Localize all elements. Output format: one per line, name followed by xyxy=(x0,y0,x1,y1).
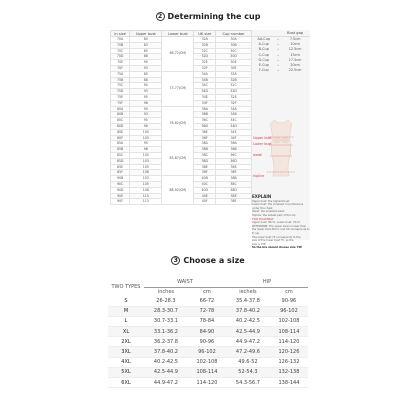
size-name: 3XL xyxy=(108,347,144,357)
size-cell: 132-138 xyxy=(270,367,308,377)
gap-value: 15cm xyxy=(290,52,300,57)
cup-section-title-text: Determining the cup xyxy=(167,12,261,21)
subheader-waist-inches: inches xyxy=(157,288,175,295)
table-row xyxy=(108,327,308,337)
table-cell: 32C xyxy=(194,48,216,54)
example-line: DETERMINE: The upper bust is lower than xyxy=(252,224,307,228)
size-cell: 49.6-52 xyxy=(226,357,270,367)
explain-conclusion: So the bra should choose size 75E xyxy=(252,246,302,250)
size-cell: 96-102 xyxy=(188,347,226,357)
table-cell: 83 xyxy=(130,42,162,48)
size-cell: 37.8-40.2 xyxy=(226,306,270,316)
size-cell: 126-132 xyxy=(270,357,308,367)
table-cell: 38E xyxy=(194,164,216,170)
header-hip: HIP xyxy=(226,278,308,287)
table-cell: 93 xyxy=(130,65,162,71)
table-cell: 100 xyxy=(130,152,162,158)
label-lower-bust: Lower bust xyxy=(253,142,272,146)
gap-value: 10cm xyxy=(290,41,300,46)
gap-value: 17.5cm xyxy=(288,57,302,62)
table-cell: 34B xyxy=(194,77,216,83)
gap-cup: AA-Cup xyxy=(257,36,271,41)
size-cell: 114-120 xyxy=(270,337,308,347)
table-cell: 85B xyxy=(111,147,130,153)
table-cell: 85D xyxy=(111,158,130,164)
table-row xyxy=(108,367,308,377)
table-cell: 34F xyxy=(216,135,252,141)
table-row xyxy=(108,378,308,388)
table-cell: 38F xyxy=(194,170,216,176)
arrow-icon: → xyxy=(276,68,280,73)
table-cell: 75E xyxy=(111,94,130,100)
arrow-icon: → xyxy=(276,41,280,46)
size-cell: 54.3-56.7 xyxy=(226,378,270,388)
explain-line: Lower bust: the smallest circumference xyxy=(252,203,304,207)
size-cell: 52-54.3 xyxy=(226,367,270,377)
size-name: 6XL xyxy=(108,378,144,388)
size-cell: 96-102 xyxy=(270,306,308,316)
table-cell: 36C xyxy=(216,152,252,158)
size-cell: 108-114 xyxy=(270,327,308,337)
table-cell: 40C xyxy=(194,181,216,187)
table-cell: 108 xyxy=(130,187,162,193)
example-line: The lower bust 75 corresponds to the xyxy=(252,235,301,239)
cup-size-table xyxy=(110,30,252,205)
size-cell: 28.3-30.7 xyxy=(144,306,188,316)
explain-block xyxy=(252,195,310,250)
table-cell: 105 xyxy=(130,164,162,170)
table-cell: 85F xyxy=(111,170,130,176)
size-name: XL xyxy=(108,327,144,337)
table-cell: 98 xyxy=(130,100,162,106)
table-cell: 80B xyxy=(111,112,130,118)
table-cell: 90D xyxy=(111,187,130,193)
table-cell: 98 xyxy=(130,147,162,153)
table-cell: 88 xyxy=(130,54,162,60)
table-cell: 103 xyxy=(130,158,162,164)
table-cell: 98 xyxy=(130,123,162,129)
label-hipline: hipline xyxy=(253,174,265,178)
table-cell: 90B xyxy=(111,176,130,182)
gap-cup: D-Cup xyxy=(258,57,269,62)
table-cell: 40B xyxy=(194,176,216,182)
table-cell: 93 xyxy=(130,89,162,95)
table-cell: 75B xyxy=(111,77,130,83)
size-cell: 138-144 xyxy=(270,378,308,388)
label-upper-bust: Upper bust xyxy=(253,136,272,140)
table-cell: 34C xyxy=(216,118,252,124)
table-cell: 80D xyxy=(111,123,130,129)
size-section-title xyxy=(0,256,416,265)
header-upper-bust: Upper bust xyxy=(130,31,162,37)
table-cell: 34F xyxy=(194,100,216,106)
table-cell: 80F xyxy=(111,135,130,141)
table-cell: 95 xyxy=(130,118,162,124)
table-cell: 100 xyxy=(130,129,162,135)
table-cell: 34E xyxy=(194,94,216,100)
table-cell: 32D xyxy=(216,89,252,95)
explain-line: Waist: the smallest waist xyxy=(252,210,285,214)
gap-row xyxy=(252,68,310,73)
gap-cup: A-Cup xyxy=(258,41,269,46)
gap-value: 22.5cm xyxy=(288,68,302,73)
table-cell: 38F xyxy=(216,199,252,205)
example-line: size is 75E xyxy=(252,242,266,246)
table-cell: 34E xyxy=(216,129,252,135)
lower-bust-range: 73-77(CM) xyxy=(162,71,194,106)
table-cell: 32B xyxy=(194,42,216,48)
subheader-waist-cm: cm xyxy=(203,288,211,295)
size-cell: 78-84 xyxy=(188,316,226,326)
gap-value: 20cm xyxy=(290,63,300,68)
table-cell: 38C xyxy=(216,181,252,187)
label-waist: waist xyxy=(253,153,262,157)
gap-value: 7.5cm xyxy=(289,36,301,41)
table-cell: 40F xyxy=(194,199,216,205)
size-name: 4XL xyxy=(108,357,144,367)
body-silhouette-icon xyxy=(252,120,310,195)
size-cell: 42.5-44.9 xyxy=(226,327,270,337)
size-cell: 26-28.3 xyxy=(144,296,188,306)
subheader-hip-inches: iechels xyxy=(239,288,257,295)
example-lines xyxy=(252,221,310,246)
size-cell: 90-96 xyxy=(188,337,226,347)
size-name: 2XL xyxy=(108,337,144,347)
table-cell: 36B xyxy=(216,147,252,153)
table-cell: 36A xyxy=(216,141,252,147)
table-cell: 34A xyxy=(194,71,216,77)
table-cell: 30F xyxy=(216,65,252,71)
table-cell: 32D xyxy=(194,54,216,60)
arrow-icon: → xyxy=(276,36,280,41)
bust-gap-panel xyxy=(252,30,310,250)
table-cell: 70E xyxy=(111,60,130,66)
table-cell: 95 xyxy=(130,94,162,100)
table-cell: 34B xyxy=(216,112,252,118)
example-line: Upper bust: 95cm, Lower bust: 75cm xyxy=(252,221,301,225)
table-cell: 30E xyxy=(216,60,252,66)
size-cell: 36.2-37.8 xyxy=(144,337,188,347)
table-cell: 30B xyxy=(216,42,252,48)
table-cell: 80 xyxy=(130,37,162,43)
table-cell: 108 xyxy=(130,170,162,176)
size-cell: 35.4-37.8 xyxy=(226,296,270,306)
table-cell: 32F xyxy=(194,65,216,71)
table-cell: 90 xyxy=(130,83,162,89)
size-cell: 30.7-33.1 xyxy=(144,316,188,326)
table-cell: 80E xyxy=(111,129,130,135)
size-cell: 108-114 xyxy=(188,367,226,377)
size-cell: 102-108 xyxy=(270,316,308,326)
arrow-icon: → xyxy=(276,52,280,57)
table-cell: 95 xyxy=(130,141,162,147)
table-cell: 70C xyxy=(111,48,130,54)
arrow-icon: → xyxy=(276,47,280,52)
table-cell: 32E xyxy=(194,60,216,66)
cup-section-title xyxy=(0,12,416,21)
table-cell: 34D xyxy=(194,89,216,95)
table-cell: 113 xyxy=(130,199,162,205)
explain-line: Upper bust: the highest bust xyxy=(252,199,290,203)
gap-cup: E-Cup xyxy=(258,63,269,68)
table-cell: 70D xyxy=(111,54,130,60)
table-cell: 90C xyxy=(111,181,130,187)
table-cell: 80A xyxy=(111,106,130,112)
size-cell: 47.2-49.6 xyxy=(226,347,270,357)
table-cell: 85 xyxy=(130,48,162,54)
table-row xyxy=(108,357,308,367)
example-line: size of the lower bust 75, so the xyxy=(252,239,294,243)
table-cell: 36E xyxy=(216,164,252,170)
table-cell: 36D xyxy=(216,158,252,164)
size-cell: 84-90 xyxy=(188,327,226,337)
table-cell: 90F xyxy=(111,199,130,205)
table-cell: 105 xyxy=(130,181,162,187)
size-cell: 120-126 xyxy=(270,347,308,357)
table-cell: 32B xyxy=(216,77,252,83)
table-cell: 88 xyxy=(130,77,162,83)
table-cell: 36B xyxy=(194,112,216,118)
size-cell: 37.8-40.2 xyxy=(144,347,188,357)
table-row xyxy=(108,316,308,326)
table-cell: 32A xyxy=(194,37,216,43)
table-cell: 70B xyxy=(111,42,130,48)
table-cell: 90 xyxy=(130,106,162,112)
arrow-icon: → xyxy=(276,57,280,62)
table-cell: 75D xyxy=(111,89,130,95)
size-chart-table xyxy=(108,278,308,388)
size-cell: 44.9-47.2 xyxy=(144,378,188,388)
example-title: FOR EXAMPLE: xyxy=(252,216,275,221)
size-cell: 40.2-42.5 xyxy=(144,357,188,367)
size-cell: 114-120 xyxy=(188,378,226,388)
table-cell: 38E xyxy=(216,193,252,199)
lower-bust-range: 78-82(CM) xyxy=(162,106,194,141)
table-cell: 36A xyxy=(194,106,216,112)
table-cell: 36F xyxy=(216,170,252,176)
subheader-hip-cm: cm xyxy=(285,288,293,295)
table-cell: 34C xyxy=(194,83,216,89)
arrow-icon: → xyxy=(276,63,280,68)
example-line: the lower bust 20cm, and 20 corresponds to E cup xyxy=(252,228,310,235)
table-cell: 75C xyxy=(111,83,130,89)
header-lower-bust: Lower bust xyxy=(162,31,194,37)
table-cell: 38D xyxy=(194,158,216,164)
table-cell: 103 xyxy=(130,135,162,141)
table-cell: 32A xyxy=(216,71,252,77)
header-uk-size: UK size xyxy=(194,31,216,37)
gap-cup: B-Cup xyxy=(258,47,269,52)
lower-bust-range: 83-87(CM) xyxy=(162,141,194,176)
size-section-title-text: Choose a size xyxy=(183,256,245,265)
explain-line: Hipline: the widest part of the hip xyxy=(252,213,296,217)
gap-cup: C-Cup xyxy=(258,52,269,57)
table-cell: 32E xyxy=(216,94,252,100)
table-cell: 85C xyxy=(111,152,130,158)
table-cell: 70F xyxy=(111,65,130,71)
table-cell: 38B xyxy=(194,147,216,153)
bust-gap-table xyxy=(252,30,310,73)
size-cell: 102-108 xyxy=(188,357,226,367)
table-row xyxy=(108,306,308,316)
size-name: M xyxy=(108,306,144,316)
table-cell: 90E xyxy=(111,193,130,199)
table-cell: 30A xyxy=(216,37,252,43)
explain-title: EXPLAIN xyxy=(252,194,272,199)
table-cell: 38C xyxy=(194,152,216,158)
table-cell: 32C xyxy=(216,83,252,89)
table-row xyxy=(108,296,308,306)
table-cell: 36F xyxy=(194,135,216,141)
header-in-size: In size xyxy=(111,31,130,37)
gap-value: 12.5cm xyxy=(288,47,302,52)
table-cell: 38D xyxy=(216,187,252,193)
table-cell: 36C xyxy=(194,118,216,124)
size-cell: 42.5-44.9 xyxy=(144,367,188,377)
size-cell: 90-96 xyxy=(270,296,308,306)
table-cell: 36E xyxy=(194,129,216,135)
table-cell: 90 xyxy=(130,60,162,66)
table-row xyxy=(108,337,308,347)
explain-line: under the chest xyxy=(252,206,273,210)
table-cell: 36D xyxy=(194,123,216,129)
lower-bust-range: 68-72(CM) xyxy=(162,37,194,72)
table-row xyxy=(108,347,308,357)
table-cell: 85A xyxy=(111,141,130,147)
size-cell: 72-78 xyxy=(188,306,226,316)
header-cup-number: Cup number xyxy=(216,31,252,37)
table-cell: 85E xyxy=(111,164,130,170)
gap-cup: F-Cup xyxy=(258,68,269,73)
section-number-badge: 3 xyxy=(171,256,180,265)
table-cell: 30D xyxy=(216,54,252,60)
header-waist: WAIST xyxy=(144,278,226,287)
table-cell: 40D xyxy=(194,187,216,193)
size-cell: 44.9-47.2 xyxy=(226,337,270,347)
size-cell: 40.2-42.5 xyxy=(226,316,270,326)
table-cell: 75F xyxy=(111,100,130,106)
table-cell: 30C xyxy=(216,48,252,54)
table-cell: 110 xyxy=(130,193,162,199)
size-name: S xyxy=(108,296,144,306)
table-cell: 34D xyxy=(216,123,252,129)
header-two-types: TWO TYPES xyxy=(111,284,141,290)
size-name: L xyxy=(108,316,144,326)
table-cell: 32F xyxy=(216,100,252,106)
table-cell: 70A xyxy=(111,37,130,43)
table-cell: 80C xyxy=(111,118,130,124)
size-cell: 66-72 xyxy=(188,296,226,306)
gap-header-bust-gap: Bust gap xyxy=(280,30,310,36)
table-cell: 93 xyxy=(130,112,162,118)
table-cell: 85 xyxy=(130,71,162,77)
table-cell: 38B xyxy=(216,176,252,182)
size-name: 5XL xyxy=(108,367,144,377)
table-cell: 34A xyxy=(216,106,252,112)
table-cell: 38A xyxy=(194,141,216,147)
section-number-badge: 2 xyxy=(156,12,165,21)
explain-lines xyxy=(252,200,310,218)
table-cell: 75A xyxy=(111,71,130,77)
table-cell: 40E xyxy=(194,193,216,199)
size-cell: 33.1-36.2 xyxy=(144,327,188,337)
table-cell: 103 xyxy=(130,176,162,182)
lower-bust-range: 88-92(CM) xyxy=(162,176,194,205)
